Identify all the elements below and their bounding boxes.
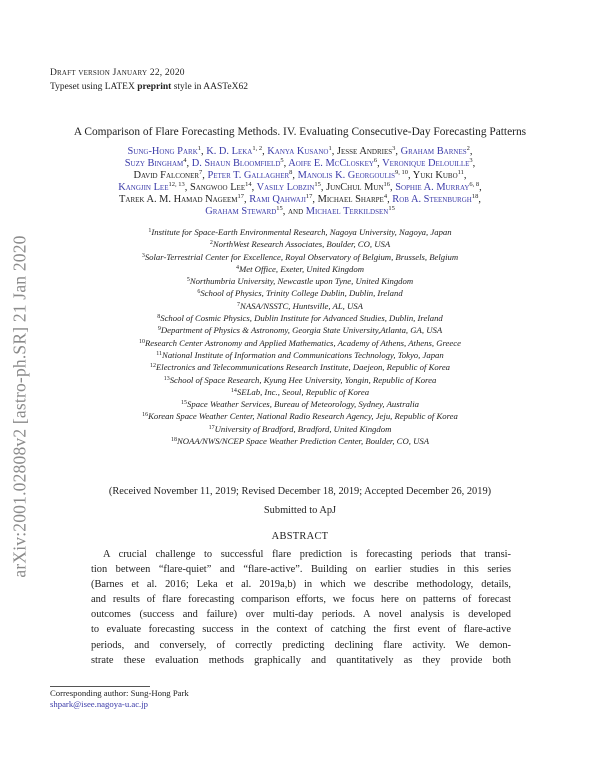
author-name: Jesse Andries bbox=[336, 146, 393, 157]
author-affiliation-mark: 3 bbox=[392, 145, 396, 152]
author-name[interactable]: Graham Steward bbox=[205, 206, 277, 218]
affiliation-text: Met Office, Exeter, United Kingdom bbox=[239, 263, 364, 274]
affiliation-line bbox=[44, 312, 556, 324]
author-affiliation-mark: 15 bbox=[276, 205, 283, 213]
affiliation-text: Research Center Astronomy and Applied Mathematics, Academy of Athens, Athens, Greece bbox=[145, 337, 461, 348]
corresponding-author: Corresponding author: Sung-Hong Park bbox=[50, 688, 189, 698]
author-affiliation-mark: 14 bbox=[245, 181, 252, 189]
affiliation-number: 16 bbox=[142, 412, 149, 419]
author-affiliation-mark: 17 bbox=[237, 193, 244, 201]
author-affiliation-mark: 16 bbox=[383, 181, 390, 189]
author-affiliation-mark: 11 bbox=[457, 169, 464, 177]
typeset-preprint: preprint bbox=[137, 82, 172, 92]
author-affiliation-mark: 4 bbox=[183, 157, 187, 165]
affiliation-line bbox=[44, 423, 556, 435]
arxiv-identifier-text: arXiv:2001.02808v2 [astro-ph.SR] 21 Jan 2020 bbox=[9, 234, 30, 578]
affiliation-number: 14 bbox=[230, 387, 237, 394]
author-affiliation-mark: 2 bbox=[466, 145, 470, 152]
affiliation-number: 15 bbox=[181, 400, 188, 407]
typeset-suffix: style in AASTeX62 bbox=[171, 82, 248, 92]
affiliation-number: 10 bbox=[139, 338, 145, 345]
affiliation-number: 3 bbox=[141, 252, 145, 259]
author-affiliation-mark: 8 bbox=[289, 169, 293, 177]
abstract-line: to evaluate forecasting success in the context of catching the first event of flare-active bbox=[91, 624, 511, 636]
affiliation-text: Institute for Space-Earth Environmental Research, Nagoya University, Nagoya, Japan bbox=[151, 227, 452, 237]
author-name[interactable]: Michael Terkildsen bbox=[305, 206, 389, 218]
affiliation-line bbox=[44, 238, 556, 250]
author-name: David Falconer bbox=[133, 170, 200, 182]
abstract-line: and results of flare forecasting comparison efforts, we focus here on patterns of forecast bbox=[91, 594, 511, 606]
affiliation-text: National Institute of Information and Communications Technology, Tokyo, Japan bbox=[162, 349, 444, 360]
author-affiliation-mark: 15 bbox=[388, 205, 395, 213]
affiliation-number: 2 bbox=[209, 240, 213, 247]
author-affiliation-mark: 17 bbox=[305, 193, 313, 201]
author-name[interactable]: D. Shaun Bloomfield bbox=[191, 158, 281, 170]
affiliation-line bbox=[44, 435, 556, 447]
affiliation-line bbox=[44, 361, 556, 373]
author-name[interactable]: Vasily Lobzin bbox=[256, 182, 315, 194]
affiliation-number: 5 bbox=[186, 277, 190, 284]
affiliation-number: 18 bbox=[170, 437, 177, 444]
author-affiliation-mark: 6, 8 bbox=[469, 181, 480, 189]
abstract-line: outcomes (success and failure) over multi-day periods. A novel analysis is developed bbox=[91, 609, 511, 621]
affiliation-line bbox=[44, 300, 556, 312]
affiliation-text: University of Bradford, Bradford, United Kingdom bbox=[214, 423, 392, 434]
abstract-line: periods, and conversely, of correctly predicting declining flare activity. We demon- bbox=[91, 639, 511, 651]
author-affiliation-mark: 1 bbox=[328, 145, 332, 152]
footnote-rule bbox=[50, 686, 150, 687]
affiliation-list bbox=[44, 226, 556, 447]
affiliation-line bbox=[44, 337, 556, 349]
affiliation-number: 4 bbox=[236, 264, 239, 271]
affiliation-number: 17 bbox=[208, 424, 215, 431]
author-affiliation-mark: 15 bbox=[314, 181, 321, 189]
affiliation-line bbox=[44, 374, 556, 386]
author-conjunction: and bbox=[288, 206, 306, 218]
author-name: Tarek A. M. Hamad Nageem bbox=[119, 194, 238, 206]
affiliation-text: NorthWest Research Associates, Boulder, CO, USA bbox=[212, 239, 391, 250]
author-name[interactable]: Sophie A. Murray bbox=[395, 182, 470, 194]
author-name[interactable]: Suzy Bingham bbox=[124, 158, 184, 170]
affiliation-number: 7 bbox=[237, 301, 241, 308]
affiliation-number: 9 bbox=[157, 326, 161, 333]
author-name[interactable]: Manolis K. Georgoulis bbox=[297, 170, 395, 182]
affiliation-number: 6 bbox=[197, 289, 201, 296]
author-name[interactable]: Rob A. Steenburgh bbox=[392, 194, 472, 206]
author-name[interactable]: Peter T. Gallagher bbox=[207, 170, 290, 182]
typeset-line bbox=[50, 82, 248, 92]
submission-note: Submitted to ApJ bbox=[263, 505, 337, 516]
arxiv-identifier-stamp bbox=[2, 196, 38, 616]
abstract-body bbox=[91, 547, 511, 668]
author-affiliation-mark: 3 bbox=[469, 157, 473, 165]
affiliation-number: 8 bbox=[157, 314, 161, 321]
affiliation-text: Space Weather Services, Bureau of Meteorology, Sydney, Australia bbox=[187, 399, 419, 410]
affiliation-line bbox=[44, 349, 556, 361]
author-name[interactable]: Rami Qahwaji bbox=[249, 194, 306, 206]
footnote bbox=[50, 688, 189, 710]
affiliation-line bbox=[44, 287, 556, 299]
author-name[interactable]: Aoife E. McCloskey bbox=[288, 158, 374, 170]
affiliation-text: School of Physics, Trinity College Dublin, Dublin, Ireland bbox=[200, 288, 403, 299]
author-affiliation-mark: 1, 2 bbox=[252, 145, 263, 152]
abstract-heading: ABSTRACT bbox=[271, 531, 329, 542]
author-affiliation-mark: 12, 13 bbox=[168, 181, 185, 189]
author-email-link[interactable]: shpark@isee.nagoya-u.ac.jp bbox=[50, 699, 148, 709]
author-name[interactable]: Veronique Delouille bbox=[382, 158, 470, 170]
affiliation-line bbox=[44, 226, 556, 238]
abstract-line: A crucial challenge to successful flare prediction is forecasting periods that transi- bbox=[103, 549, 511, 560]
author-name[interactable]: Sung-Hong Park bbox=[127, 146, 198, 157]
abstract-line: strate these evaluation methods graphically and quantitatively as they provide both bbox=[91, 654, 511, 666]
affiliation-text: SELab, Inc., Seoul, Republic of Korea bbox=[236, 386, 370, 397]
affiliation-text: Northumbria University, Newcastle upon Tyne, United Kingdom bbox=[189, 276, 414, 287]
abstract-line: (Barnes et al. 2016; Leka et al. 2019a,b) in which we describe methodology, details, bbox=[91, 579, 511, 591]
author-name[interactable]: K. D. Leka bbox=[206, 146, 253, 157]
affiliation-line bbox=[44, 324, 556, 336]
author-name[interactable]: Kanya Kusano bbox=[267, 146, 329, 157]
author-affiliation-mark: 1 bbox=[197, 145, 201, 152]
affiliation-text: Solar-Terrestrial Center for Excellence, Royal Observatory of Belgium, Brussels, Belgium bbox=[144, 251, 459, 262]
author-affiliation-mark: 18 bbox=[471, 193, 479, 201]
affiliation-text: Korean Space Weather Center, National Radio Research Agency, Jeju, Republic of Korea bbox=[148, 411, 458, 422]
author-name: JunChul Mun bbox=[326, 182, 384, 194]
affiliation-number: 11 bbox=[156, 350, 163, 357]
latex-logo: LATEX bbox=[104, 82, 135, 92]
affiliation-text: NOAA/NWS/NCEP Space Weather Prediction Center, Boulder, CO, USA bbox=[176, 436, 430, 447]
affiliation-number: 1 bbox=[148, 228, 152, 234]
author-affiliation-mark: 4 bbox=[383, 193, 388, 201]
author-affiliation-mark: 6 bbox=[373, 157, 378, 165]
affiliation-text: School of Space Research, Kyung Hee University, Yongin, Republic of Korea bbox=[169, 374, 437, 385]
author-list: Sung-Hong Park$^1$, K. D. Leka$^{1, 2}$, Kanya Kusano$^1$, Jesse Andries$^3$, Graham Barnes$^2$, Suzy Bingham$^4$, D. Shaun Bloomfield$^5$, Aoife E. McCloskey$^6$, Veronique Delouille$^3$, David Falconer$^7$, Peter T. Gallagher$^8$, Manolis K. Georgoulis$^{9, 10}$, Yuki Kubo$^{11}$, Kangjin Lee$^{12, 13}$, Sangwoo Lee$^{14}$, Vasily Lobzin$^{15}$, JunChul Mun$^{16}$, Sophie A. Murray$^{6, 8}$, Tarek A. M. Hamad Nageem$^{17}$, Rami Qahwaji$^{17}$, Michael Sharpe$^4$, Rob A. Steenburgh$^{18}$, Graham Steward$^{15}$, and Michael Terkildsen$^{15}$ bbox=[118, 145, 482, 218]
affiliation-line bbox=[44, 263, 556, 275]
author-name[interactable]: Kangjin Lee bbox=[118, 182, 169, 194]
affiliation-text: School of Cosmic Physics, Dublin Institute for Advanced Studies, Dublin, Ireland bbox=[160, 313, 443, 324]
draft-version-line: Draft version January 22, 2020 bbox=[50, 68, 185, 78]
affiliation-text: NASA/NSSTC, Huntsville, AL, USA bbox=[240, 300, 363, 311]
affiliation-line bbox=[44, 410, 556, 422]
author-name[interactable]: Graham Barnes bbox=[400, 146, 467, 157]
affiliation-number: 13 bbox=[163, 375, 170, 382]
affiliation-text: Department of Physics & Astronomy, Georgia State University,Atlanta, GA, USA bbox=[160, 325, 443, 336]
affiliation-text: Electronics and Telecommunications Research Institute, Daejeon, Republic of Korea bbox=[155, 362, 451, 373]
abstract-line: tion between “flare-quiet” and “flare-active”. Building on earlier studies in this series bbox=[91, 564, 511, 576]
author-name: Sangwoo Lee bbox=[189, 182, 246, 194]
affiliation-number: 12 bbox=[149, 363, 156, 370]
typeset-prefix: Typeset using bbox=[50, 82, 105, 92]
received-dates: (Received November 11, 2019; Revised December 18, 2019; Accepted December 26, 2019) bbox=[108, 486, 492, 497]
author-name: Yuki Kubo bbox=[412, 170, 458, 182]
author-affiliation-mark: 9, 10 bbox=[394, 169, 408, 177]
affiliation-line bbox=[44, 251, 556, 263]
author-affiliation-mark: 7 bbox=[199, 169, 203, 177]
affiliation-line bbox=[44, 275, 556, 287]
author-affiliation-mark: 5 bbox=[280, 157, 284, 165]
affiliation-line bbox=[44, 386, 556, 398]
affiliation-line bbox=[44, 398, 556, 410]
author-name: Michael Sharpe bbox=[317, 194, 384, 206]
paper-title: A Comparison of Flare Forecasting Methods. IV. Evaluating Consecutive-Day Forecasting Patterns bbox=[73, 126, 527, 138]
